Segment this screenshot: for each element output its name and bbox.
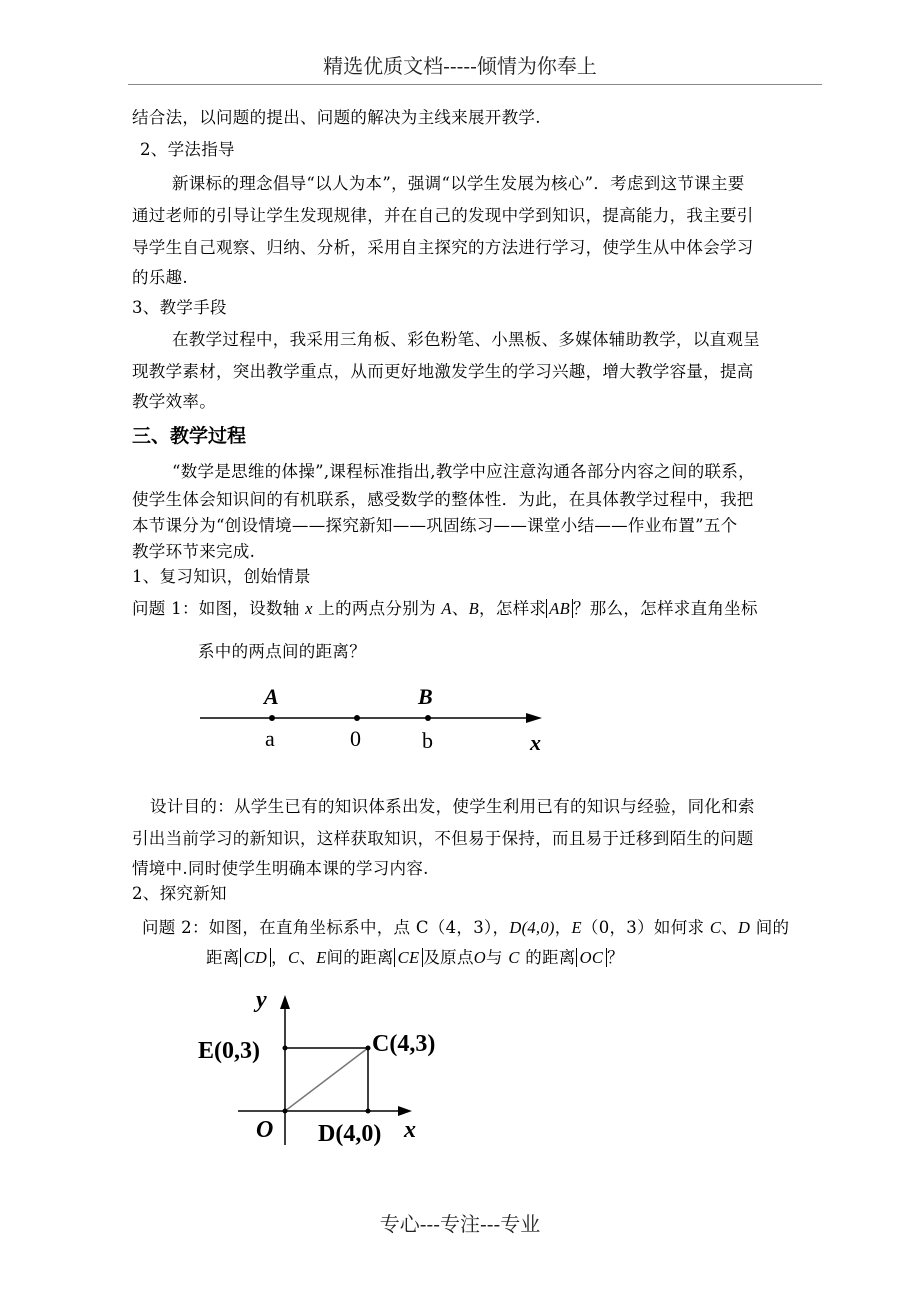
abs-oc: OC: [576, 948, 608, 967]
label-a: a: [265, 726, 275, 751]
point-c-dot: [366, 1046, 371, 1051]
design-purpose-line-2: 引出当前学习的新知识，这样获取知识，不但易于保持，而且易于迁移到陌生的问题: [132, 829, 754, 848]
chapter-3-line-1: “数学是思维的体操”,课程标准指出,教学中应注意沟通各部分内容之间的联系，: [172, 462, 755, 481]
chapter-3-line-2: 使学生体会知识间的有机联系，感受数学的整体性．为此，在具体教学过程中，我把: [132, 490, 754, 509]
chapter-3-heading: 三、教学过程: [132, 425, 247, 447]
section-2-line-2: 通过老师的引导让学生发现规律，并在自己的发现中学到知识，提高能力，我主要引: [132, 206, 754, 225]
number-line-arrow: [526, 713, 542, 723]
question-1-line-1: 问题 1：如图，设数轴 x 上的两点分别为 A、B，怎样求 AB ？那么，怎样求直角坐标: [132, 599, 758, 618]
design-purpose-line-3: 情境中.同时使学生明确本课的学习内容.: [132, 859, 429, 878]
label-x: x: [530, 730, 541, 755]
design-purpose-line-1: 设计目的：从学生已有的知识体系出发，使学生利用已有的知识与经验，同化和索: [150, 797, 755, 816]
segment-oc: [285, 1048, 368, 1111]
page-footer: 专心---专注---专业: [379, 1212, 541, 1236]
section-2-line-4: 的乐趣.: [132, 268, 188, 287]
point-zero-dot: [354, 715, 360, 721]
point-a-dot: [269, 715, 275, 721]
number-line-figure: [190, 680, 560, 760]
label-B: B: [418, 684, 433, 709]
section-3-line-1: 在教学过程中，我采用三角板、彩色粉笔、小黑板、多媒体辅助教学，以直观呈: [172, 330, 760, 349]
section-2-title: 2、学法指导: [140, 140, 235, 159]
abs-ce: CE: [394, 948, 424, 967]
chapter-3-line-3: 本节课分为“创设情境——探究新知——巩固练习——课堂小结——作业布置”五个: [132, 516, 738, 535]
section-3-line-3: 教学效率。: [132, 392, 216, 411]
coordinate-figure: [190, 985, 460, 1165]
label-point-c: C(4,3): [372, 1031, 436, 1057]
intro-tail: 结合法，以问题的提出、问题的解决为主线来展开教学.: [132, 108, 541, 127]
label-origin: O: [256, 1117, 274, 1143]
x-axis-arrow: [398, 1106, 412, 1116]
point-b-dot: [425, 715, 431, 721]
section-2-line-3: 导学生自己观察、归纳、分析，采用自主探究的方法进行学习，使学生从中体会学习: [132, 238, 754, 257]
abs-ab: AB: [546, 599, 573, 618]
label-point-e: E(0,3): [198, 1038, 260, 1064]
section-3-title: 3、教学手段: [132, 298, 227, 317]
point-d-dot: [366, 1109, 371, 1114]
step-1-title: 1、复习知识，创始情景: [132, 567, 311, 586]
label-A: A: [264, 684, 279, 709]
label-x-axis: x: [404, 1117, 416, 1143]
point-e-dot: [283, 1046, 288, 1051]
section-3-line-2: 现教学素材，突出教学重点，从而更好地激发学生的学习兴趣，增大教学容量，提高: [132, 362, 754, 381]
origin-dot: [283, 1109, 288, 1114]
y-axis-arrow: [280, 995, 290, 1009]
abs-cd: CD: [240, 948, 272, 967]
question-2-line-2: 距离 CD ，C、E间的距离 CE 及原点O与 C 的距离 OC ？: [206, 948, 624, 967]
label-y-axis: y: [256, 987, 267, 1013]
question-2-line-1: 问题 2：如图，在直角坐标系中，点 C（4，3），D(4,0)，E（0，3）如何求 C、D 间的: [142, 918, 790, 937]
question-1-line-2: 系中的两点间的距离？: [198, 642, 366, 661]
section-2-line-1: 新课标的理念倡导“以人为本”，强调“以学生发展为核心”．考虑到这节课主要: [172, 174, 745, 193]
step-2-title: 2、探究新知: [132, 884, 227, 903]
header-divider: [128, 84, 822, 85]
chapter-3-line-4: 教学环节来完成.: [132, 542, 256, 561]
label-point-d: D(4,0): [318, 1121, 382, 1147]
label-zero: 0: [350, 726, 361, 751]
page-header: 精选优质文档-----倾情为你奉上: [323, 54, 597, 78]
label-b: b: [422, 728, 433, 753]
